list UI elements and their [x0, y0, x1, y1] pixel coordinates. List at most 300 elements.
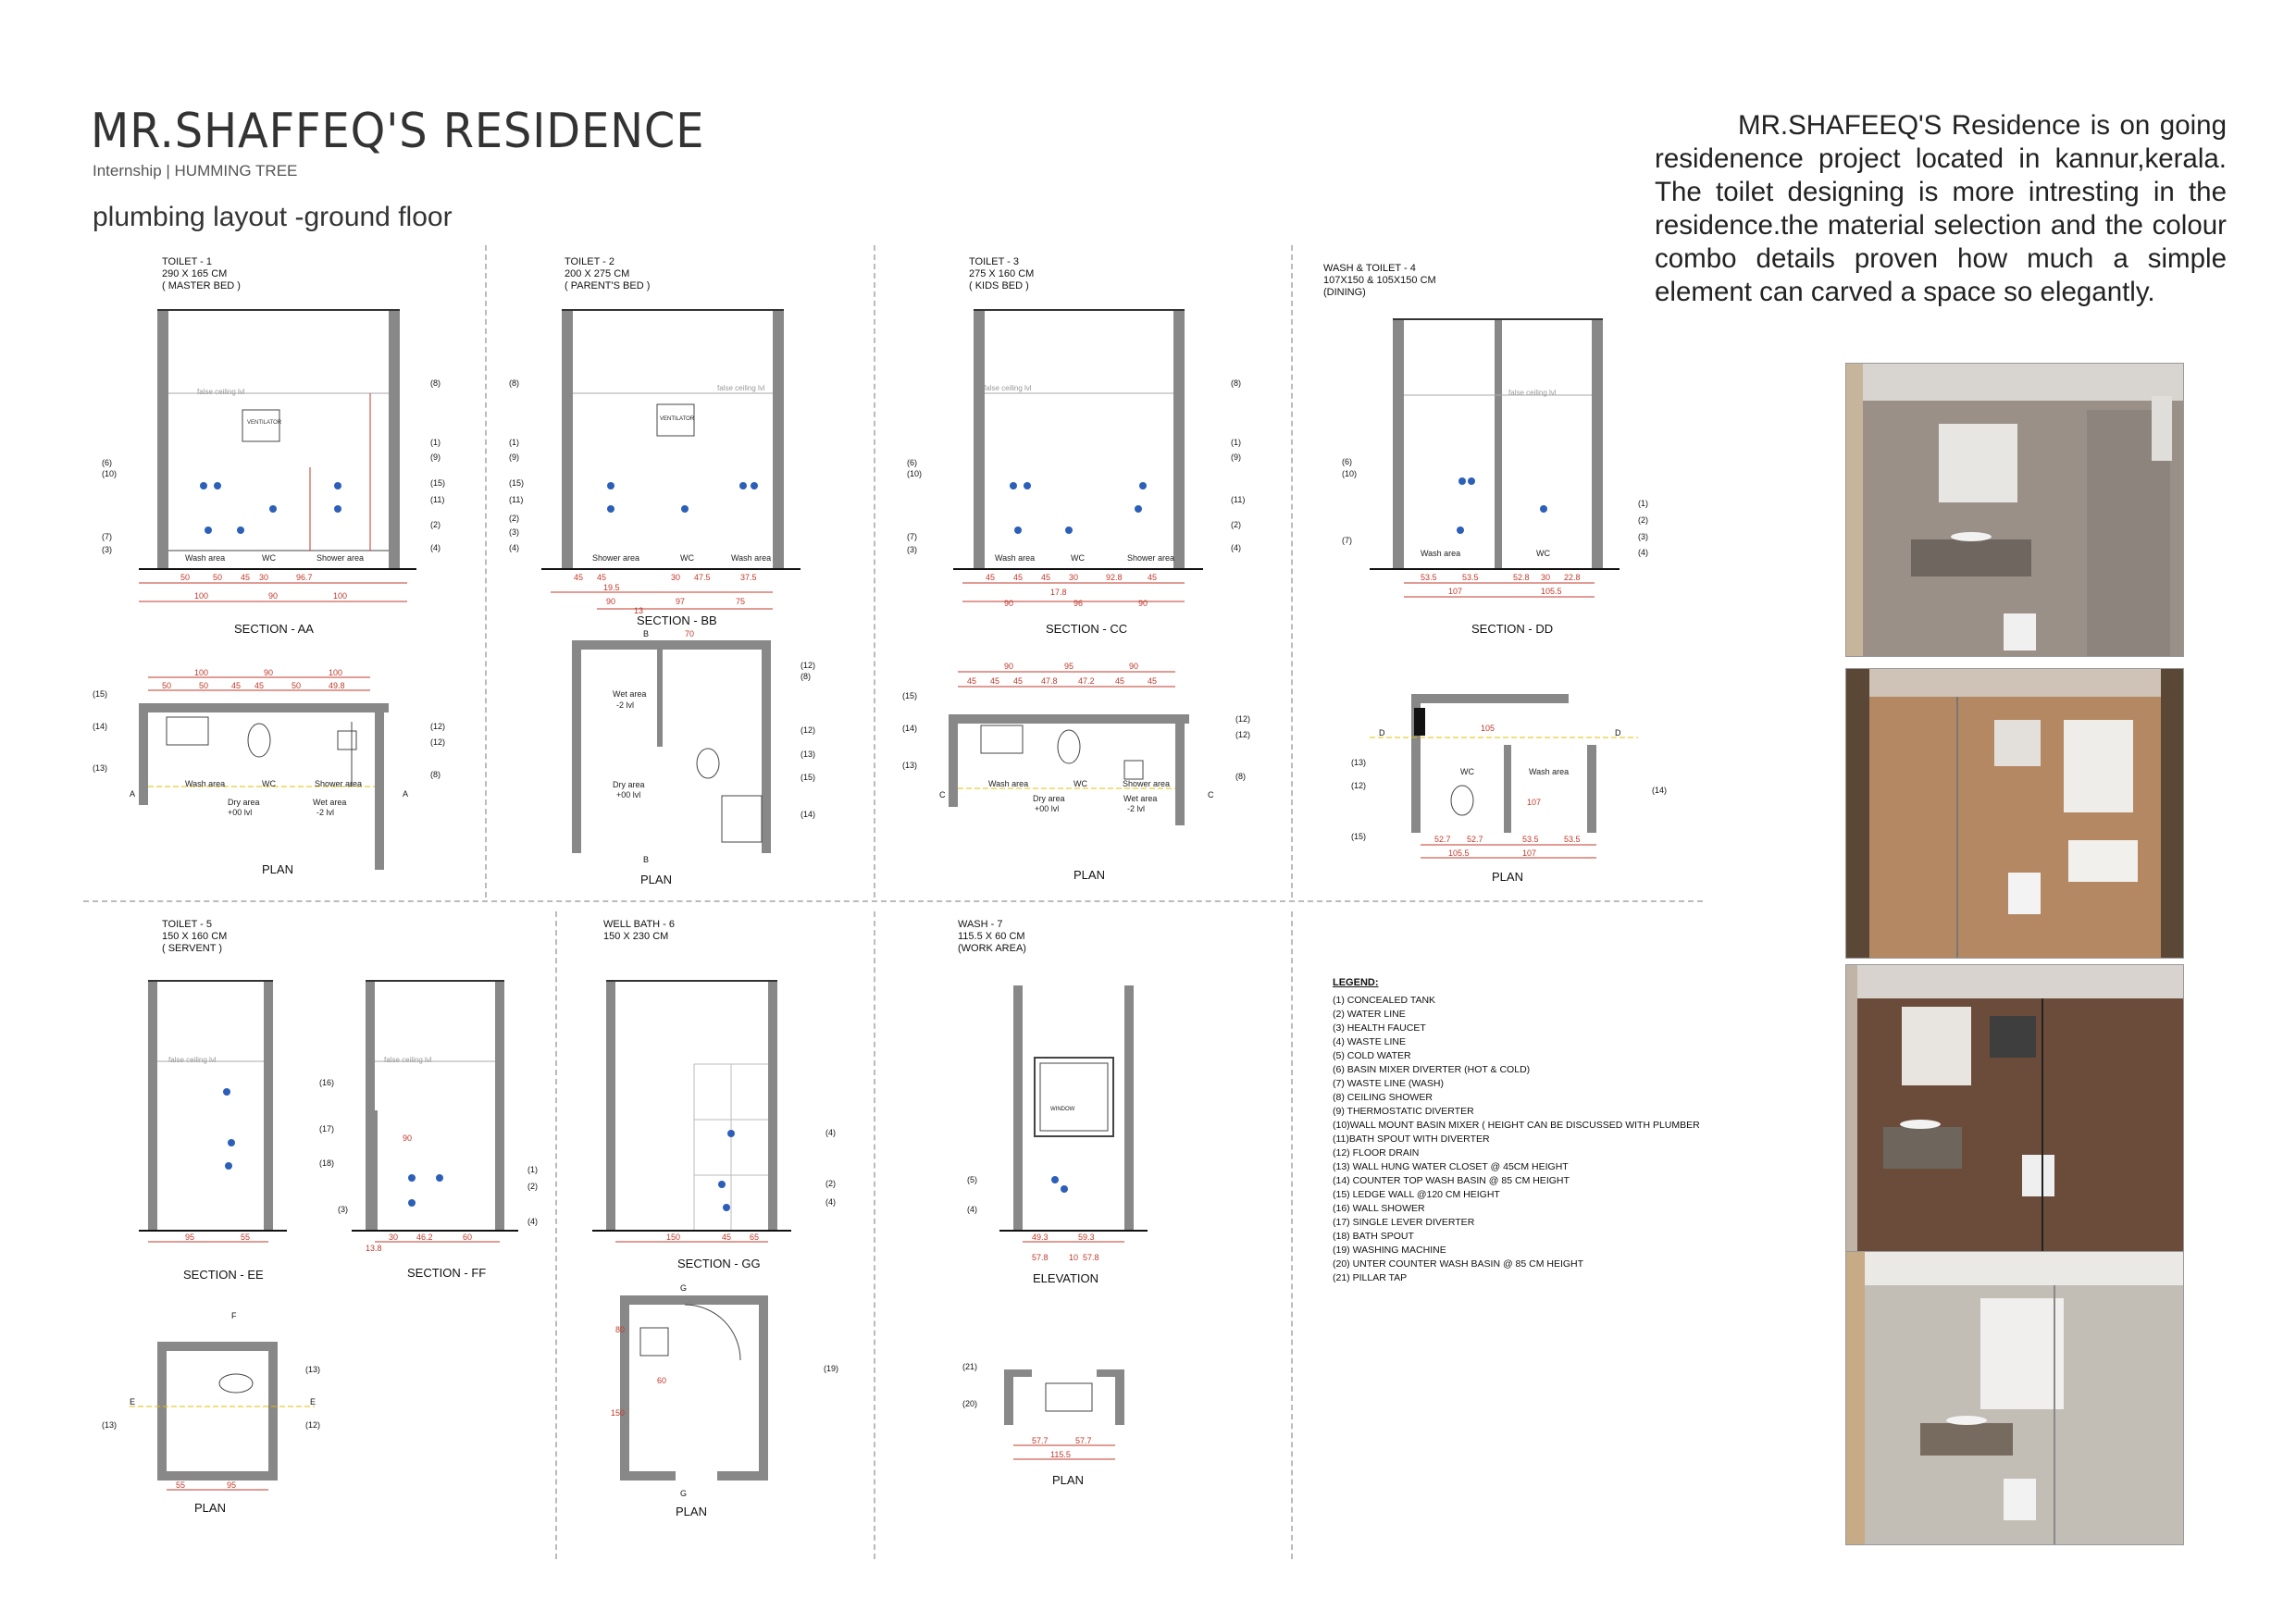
wet-level-label: -2 lvl — [316, 808, 335, 817]
render-image-1 — [1845, 363, 2184, 657]
dry-level-label: +00 lvl — [228, 808, 253, 817]
svg-text:59.3: 59.3 — [1078, 1233, 1095, 1242]
column-divider — [1291, 911, 1293, 1559]
wash-area-label: Wash area — [185, 553, 226, 563]
false-ceiling-note: false ceiling lvl — [1508, 389, 1557, 397]
svg-text:75: 75 — [736, 597, 746, 606]
wash-area-label: Wash area — [1421, 549, 1461, 558]
svg-text:(15): (15) — [509, 478, 525, 488]
svg-text:D: D — [1615, 728, 1621, 737]
project-description: MR.SHAFEEQ'S Residence is on going residenence project located in kannur,kerala. The toilet designing is more intresting in the residence.the material selection and the colour combo details proven how much a simple element can carved a space so elegantly. — [1655, 110, 2227, 307]
legend-item: (8) CEILING SHOWER — [1333, 1092, 1433, 1103]
toilet2-plan-drawing — [565, 629, 870, 879]
sheet-room: (WORK AREA) — [958, 943, 1026, 954]
svg-text:45: 45 — [1148, 573, 1158, 582]
svg-text:(9): (9) — [430, 452, 441, 462]
sheet-name: TOILET - 1 — [162, 256, 213, 267]
plan-caption: PLAN — [262, 862, 293, 876]
dry-level-label: +00 lvl — [1035, 804, 1060, 813]
legend-item: (12) FLOOR DRAIN — [1333, 1147, 1420, 1158]
layout-heading: plumbing layout -ground floor — [93, 202, 453, 232]
svg-text:45: 45 — [967, 676, 977, 686]
svg-text:45: 45 — [1041, 573, 1051, 582]
wet-area-label: Wet area — [313, 798, 347, 807]
svg-text:90: 90 — [1138, 599, 1148, 608]
toilet3-label — [969, 256, 1034, 292]
svg-text:(8): (8) — [1231, 378, 1241, 388]
wet-area-label: Wet area — [1123, 794, 1158, 803]
sheet-room: ( KIDS BED ) — [969, 280, 1029, 291]
toilet3-section-drawing — [907, 301, 1286, 634]
column-divider — [874, 911, 875, 1559]
svg-text:50: 50 — [213, 573, 223, 582]
svg-text:(6): (6) — [102, 458, 112, 467]
svg-text:(2): (2) — [1231, 520, 1241, 529]
svg-text:(10): (10) — [907, 469, 923, 478]
wash7-plan-drawing — [953, 1342, 1157, 1471]
svg-text:50: 50 — [292, 681, 302, 690]
svg-text:10: 10 — [1069, 1253, 1079, 1262]
svg-text:(3): (3) — [1638, 532, 1648, 541]
svg-text:(21): (21) — [962, 1362, 978, 1371]
svg-text:E: E — [310, 1397, 316, 1406]
svg-text:50: 50 — [180, 573, 191, 582]
sheet-room: ( MASTER BED ) — [162, 280, 241, 291]
plan-caption: PLAN — [1052, 1473, 1084, 1487]
legend-item: (14) COUNTER TOP WASH BASIN @ 85 CM HEIGHT — [1333, 1175, 1570, 1186]
svg-text:(12): (12) — [1235, 730, 1251, 739]
toilet5-section-ff-drawing — [333, 976, 565, 1263]
toilet5-label — [162, 919, 227, 955]
svg-text:(8): (8) — [509, 378, 519, 388]
svg-text:45: 45 — [241, 573, 251, 582]
svg-text:55: 55 — [241, 1233, 251, 1242]
sheet-room: ( SERVENT ) — [162, 943, 222, 954]
svg-text:150: 150 — [666, 1233, 681, 1242]
false-ceiling-note: false ceiling lvl — [168, 1056, 217, 1064]
svg-text:(12): (12) — [1351, 781, 1367, 790]
svg-text:57.7: 57.7 — [1032, 1436, 1049, 1445]
svg-text:100: 100 — [333, 591, 348, 601]
wash-area-label: Wash area — [731, 553, 772, 563]
svg-text:92.8: 92.8 — [1106, 573, 1123, 582]
svg-text:60: 60 — [657, 1376, 667, 1385]
svg-text:(14): (14) — [800, 810, 816, 819]
plan-caption: PLAN — [1074, 868, 1105, 882]
toilet1-plan-drawing — [93, 666, 463, 870]
svg-text:(4): (4) — [825, 1128, 836, 1137]
plan-caption: PLAN — [1492, 870, 1523, 884]
svg-text:(18): (18) — [319, 1158, 335, 1168]
wash-area-label: Wash area — [185, 779, 226, 788]
svg-text:(2): (2) — [1638, 515, 1648, 525]
svg-text:(3): (3) — [509, 527, 519, 537]
svg-text:(12): (12) — [1235, 714, 1251, 724]
svg-text:150: 150 — [611, 1408, 626, 1418]
wc-label: WC — [1536, 549, 1550, 558]
svg-text:A: A — [403, 789, 409, 799]
section-caption: SECTION - BB — [637, 613, 717, 627]
sheet-size: 107X150 & 105X150 CM — [1323, 275, 1436, 286]
legend-item: (19) WASHING MACHINE — [1333, 1245, 1446, 1256]
sheet-room: (DINING) — [1323, 287, 1366, 298]
svg-text:(15): (15) — [800, 773, 816, 782]
svg-text:45: 45 — [231, 681, 242, 690]
svg-text:45: 45 — [574, 573, 584, 582]
shower-area-label: Shower area — [1123, 779, 1171, 788]
elevation-caption: ELEVATION — [1033, 1271, 1099, 1285]
svg-text:(5): (5) — [967, 1175, 977, 1184]
svg-text:F: F — [231, 1311, 237, 1320]
window-label: WINDOW — [1050, 1107, 1075, 1112]
sheet-size: 200 X 275 CM — [565, 268, 630, 279]
svg-text:45: 45 — [722, 1233, 732, 1242]
column-divider — [874, 245, 875, 898]
svg-text:30: 30 — [1069, 573, 1079, 582]
svg-text:80: 80 — [615, 1325, 626, 1334]
svg-text:(8): (8) — [430, 378, 441, 388]
false-ceiling-note: false ceiling lvl — [984, 384, 1032, 392]
svg-text:53.5: 53.5 — [1462, 573, 1479, 582]
svg-text:B: B — [643, 629, 650, 638]
svg-text:(13): (13) — [902, 761, 918, 770]
svg-text:(2): (2) — [430, 520, 441, 529]
svg-text:57.7: 57.7 — [1075, 1436, 1092, 1445]
svg-text:47.8: 47.8 — [1041, 676, 1058, 686]
sheet-size: 150 X 160 CM — [162, 931, 228, 942]
wet-area-label: Wet area — [613, 689, 647, 699]
svg-text:(16): (16) — [319, 1078, 335, 1087]
sheet-size: 115.5 X 60 CM — [958, 931, 1025, 942]
svg-text:(1): (1) — [527, 1165, 538, 1174]
section-ee-caption: SECTION - EE — [183, 1268, 264, 1282]
svg-text:(13): (13) — [800, 750, 816, 759]
toilet2-label — [565, 256, 650, 292]
wash7-label — [958, 919, 1026, 955]
svg-text:G: G — [680, 1283, 688, 1293]
svg-text:90: 90 — [1129, 662, 1139, 671]
toilet4-plan-drawing — [1351, 689, 1684, 865]
svg-text:(2): (2) — [825, 1179, 836, 1188]
svg-text:E: E — [130, 1397, 136, 1406]
svg-text:(4): (4) — [825, 1197, 836, 1207]
svg-text:C: C — [1208, 790, 1214, 799]
svg-text:107: 107 — [1448, 587, 1463, 596]
svg-text:(4): (4) — [509, 543, 519, 552]
legend — [1333, 976, 1700, 1285]
svg-text:95: 95 — [227, 1481, 237, 1490]
svg-text:(14): (14) — [902, 724, 918, 733]
svg-text:(11): (11) — [1231, 495, 1246, 504]
sheet-name: TOILET - 3 — [969, 256, 1020, 267]
svg-text:(3): (3) — [102, 545, 112, 554]
svg-text:30: 30 — [259, 573, 269, 582]
svg-text:(11): (11) — [509, 495, 524, 504]
svg-text:(2): (2) — [509, 514, 519, 523]
toilet3-plan-drawing — [902, 659, 1272, 862]
sheet-name: TOILET - 2 — [565, 256, 615, 267]
svg-text:(14): (14) — [93, 722, 108, 731]
svg-text:47.5: 47.5 — [694, 573, 711, 582]
legend-item: (18) BATH SPOUT — [1333, 1231, 1414, 1242]
svg-text:D: D — [1379, 728, 1385, 737]
legend-item: (17) SINGLE LEVER DIVERTER — [1333, 1217, 1475, 1228]
wc-label: WC — [1460, 767, 1474, 776]
svg-text:45: 45 — [1013, 573, 1024, 582]
plan-caption: PLAN — [640, 873, 672, 886]
svg-text:(15): (15) — [430, 478, 446, 488]
sheet-name: WELL BATH - 6 — [603, 919, 676, 930]
render-image-3 — [1845, 964, 2184, 1255]
svg-text:(9): (9) — [1231, 452, 1241, 462]
legend-item: (20) UNTER COUNTER WASH BASIN @ 85 CM HEIGHT — [1333, 1258, 1584, 1270]
svg-text:55: 55 — [176, 1481, 186, 1490]
svg-text:(15): (15) — [93, 689, 108, 699]
false-ceiling-note: false ceiling lvl — [384, 1056, 432, 1064]
svg-text:(19): (19) — [824, 1364, 839, 1373]
svg-text:96.7: 96.7 — [296, 573, 313, 582]
svg-text:90: 90 — [1004, 599, 1014, 608]
svg-text:107: 107 — [1522, 849, 1537, 858]
svg-text:(12): (12) — [430, 737, 446, 747]
svg-text:45: 45 — [254, 681, 265, 690]
svg-text:(11): (11) — [430, 495, 445, 504]
legend-item: (6) BASIN MIXER DIVERTER (HOT & COLD) — [1333, 1064, 1531, 1075]
svg-text:100: 100 — [194, 591, 209, 601]
wet-level-label: -2 lvl — [616, 700, 635, 710]
page-subtitle: Internship | HUMMING TREE — [93, 162, 298, 180]
svg-text:(17): (17) — [319, 1124, 335, 1134]
svg-text:C: C — [939, 790, 946, 799]
svg-text:45: 45 — [1013, 676, 1024, 686]
svg-text:37.5: 37.5 — [740, 573, 757, 582]
svg-text:(4): (4) — [967, 1205, 977, 1214]
svg-text:(7): (7) — [102, 532, 112, 541]
svg-text:49.3: 49.3 — [1032, 1233, 1049, 1242]
svg-text:13.8: 13.8 — [366, 1244, 382, 1253]
section-caption: SECTION - AA — [234, 622, 314, 636]
dry-area-label: Dry area — [613, 780, 645, 789]
shower-area-label: Shower area — [592, 553, 640, 563]
svg-text:(2): (2) — [527, 1182, 538, 1191]
svg-text:30: 30 — [671, 573, 681, 582]
wc-label: WC — [1071, 553, 1085, 563]
render-image-4 — [1845, 1251, 2184, 1545]
legend-item: (13) WALL HUNG WATER CLOSET @ 45CM HEIGHT — [1333, 1161, 1569, 1172]
svg-text:95: 95 — [185, 1233, 195, 1242]
toilet5-plan-drawing — [93, 1305, 370, 1490]
svg-text:(4): (4) — [430, 543, 441, 552]
svg-text:(20): (20) — [962, 1399, 978, 1408]
ventilator-label: VENTILATOR — [247, 420, 282, 426]
svg-text:17.8: 17.8 — [1050, 588, 1067, 597]
svg-text:(10): (10) — [1342, 469, 1358, 478]
sheet-size: 290 X 165 CM — [162, 268, 228, 279]
plan-caption: PLAN — [194, 1501, 226, 1515]
wash-area-label: Wash area — [988, 779, 1029, 788]
legend-item: (4) WASTE LINE — [1333, 1036, 1406, 1047]
column-divider — [1291, 245, 1293, 898]
sheet-name: TOILET - 5 — [162, 919, 213, 930]
column-divider — [485, 245, 487, 898]
svg-text:30: 30 — [1541, 573, 1551, 582]
page-title: MR.SHAFFEQ'S RESIDENCE — [91, 104, 705, 159]
svg-text:45: 45 — [1115, 676, 1125, 686]
svg-text:B: B — [643, 855, 650, 864]
svg-text:(8): (8) — [800, 672, 811, 681]
svg-text:52.7: 52.7 — [1467, 835, 1483, 844]
section-ff-caption: SECTION - FF — [407, 1266, 487, 1280]
svg-text:(8): (8) — [430, 770, 441, 779]
wet-level-label: -2 lvl — [1127, 804, 1146, 813]
svg-text:(10): (10) — [102, 469, 118, 478]
legend-item: (3) HEALTH FAUCET — [1333, 1022, 1426, 1034]
svg-text:47.2: 47.2 — [1078, 676, 1095, 686]
wash7-elevation-drawing — [962, 976, 1185, 1262]
wc-label: WC — [1074, 779, 1087, 788]
svg-text:90: 90 — [403, 1134, 413, 1143]
svg-text:53.5: 53.5 — [1522, 835, 1539, 844]
shower-area-label: Shower area — [315, 779, 363, 788]
svg-text:G: G — [680, 1489, 688, 1498]
bath6-label — [603, 919, 675, 943]
plan-caption: PLAN — [676, 1505, 707, 1518]
svg-text:97: 97 — [676, 597, 686, 606]
legend-item: (9) THERMOSTATIC DIVERTER — [1333, 1106, 1474, 1117]
svg-text:45: 45 — [1148, 676, 1158, 686]
svg-text:(13): (13) — [305, 1365, 321, 1374]
svg-text:53.5: 53.5 — [1421, 573, 1437, 582]
dry-area-label: Dry area — [228, 798, 260, 807]
svg-text:(12): (12) — [430, 722, 446, 731]
legend-item: (10)WALL MOUNT BASIN MIXER ( HEIGHT CAN BE DISCUSSED WITH PLUMBER — [1333, 1120, 1700, 1131]
sheet-name: WASH - 7 — [958, 919, 1003, 930]
svg-text:(13): (13) — [102, 1420, 118, 1430]
svg-text:(14): (14) — [1652, 786, 1668, 795]
legend-item: (7) WASTE LINE (WASH) — [1333, 1078, 1444, 1089]
legend-item: (21) PILLAR TAP — [1333, 1272, 1408, 1283]
svg-text:A: A — [130, 789, 136, 799]
svg-text:52.8: 52.8 — [1513, 573, 1530, 582]
svg-text:70: 70 — [685, 629, 695, 638]
render-image-2 — [1845, 668, 2184, 959]
svg-text:(12): (12) — [305, 1420, 321, 1430]
svg-text:57.8: 57.8 — [1032, 1253, 1049, 1262]
svg-text:57.8: 57.8 — [1083, 1253, 1099, 1262]
legend-item: (5) COLD WATER — [1333, 1050, 1411, 1061]
toilet4-label — [1323, 263, 1436, 299]
legend-item: (15) LEDGE WALL @120 CM HEIGHT — [1333, 1189, 1500, 1200]
svg-text:30: 30 — [389, 1233, 399, 1242]
svg-text:(4): (4) — [1638, 548, 1648, 557]
svg-text:22.8: 22.8 — [1564, 573, 1581, 582]
svg-text:(7): (7) — [907, 532, 917, 541]
svg-text:(13): (13) — [1351, 758, 1367, 767]
svg-text:90: 90 — [264, 668, 274, 677]
svg-text:(4): (4) — [1231, 543, 1241, 552]
dry-area-label: Dry area — [1033, 794, 1065, 803]
svg-text:(12): (12) — [800, 661, 816, 670]
svg-text:90: 90 — [606, 597, 616, 606]
wash-area-label: Wash area — [1529, 767, 1570, 776]
wc-label: WC — [262, 779, 276, 788]
shower-area-label: Shower area — [1127, 553, 1175, 563]
svg-text:(15): (15) — [1351, 832, 1367, 841]
svg-text:(12): (12) — [800, 725, 816, 735]
legend-item: (2) WATER LINE — [1333, 1009, 1406, 1020]
toilet4-section-drawing — [1333, 310, 1666, 615]
toilet2-section-drawing — [504, 301, 865, 634]
svg-text:52.7: 52.7 — [1434, 835, 1451, 844]
sheet-room: ( PARENT'S BED ) — [565, 280, 651, 291]
svg-text:(1): (1) — [509, 438, 519, 447]
wc-label: WC — [680, 553, 694, 563]
svg-text:90: 90 — [1004, 662, 1014, 671]
svg-text:115.5: 115.5 — [1050, 1450, 1071, 1459]
false-ceiling-note: false ceiling lvl — [717, 384, 765, 392]
svg-text:105: 105 — [1481, 724, 1496, 733]
svg-text:(1): (1) — [1638, 499, 1648, 508]
wc-label: WC — [262, 553, 276, 563]
svg-text:(8): (8) — [1235, 772, 1246, 781]
svg-text:46.2: 46.2 — [416, 1233, 433, 1242]
svg-text:(3): (3) — [907, 545, 917, 554]
section-caption: SECTION - GG — [677, 1257, 761, 1270]
svg-text:13: 13 — [634, 606, 644, 615]
svg-text:(1): (1) — [430, 438, 441, 447]
svg-text:107: 107 — [1527, 798, 1542, 807]
svg-text:100: 100 — [329, 668, 343, 677]
toilet1-label — [162, 256, 241, 292]
svg-text:50: 50 — [199, 681, 209, 690]
svg-text:19.5: 19.5 — [603, 583, 620, 592]
legend-item: (11)BATH SPOUT WITH DIVERTER — [1333, 1134, 1490, 1145]
svg-text:49.8: 49.8 — [329, 681, 345, 690]
svg-text:(6): (6) — [907, 458, 917, 467]
bath6-plan-drawing — [592, 1277, 861, 1499]
legend-item: (16) WALL SHOWER — [1333, 1203, 1425, 1214]
svg-text:(7): (7) — [1342, 536, 1352, 545]
svg-text:90: 90 — [268, 591, 279, 601]
toilet1-section-drawing — [102, 301, 472, 634]
legend-title: LEGEND: — [1333, 977, 1379, 988]
svg-text:(15): (15) — [902, 691, 918, 700]
svg-text:105.5: 105.5 — [1448, 849, 1470, 858]
svg-text:(4): (4) — [527, 1217, 538, 1226]
bath6-section-drawing — [583, 976, 861, 1254]
svg-text:60: 60 — [463, 1233, 473, 1242]
sheet-size: 275 X 160 CM — [969, 268, 1035, 279]
sheet-size: 150 X 230 CM — [603, 931, 669, 942]
svg-text:96: 96 — [1074, 599, 1084, 608]
svg-text:(13): (13) — [93, 763, 108, 773]
svg-text:95: 95 — [1064, 662, 1074, 671]
svg-text:53.5: 53.5 — [1564, 835, 1581, 844]
section-caption: SECTION - DD — [1471, 622, 1554, 636]
svg-text:(9): (9) — [509, 452, 519, 462]
svg-text:(6): (6) — [1342, 457, 1352, 466]
svg-text:50: 50 — [162, 681, 172, 690]
svg-text:65: 65 — [750, 1233, 760, 1242]
dry-level-label: +00 lvl — [616, 790, 641, 799]
legend-item: (1) CONCEALED TANK — [1333, 995, 1436, 1006]
false-ceiling-note: false ceiling lvl — [197, 388, 245, 396]
shower-area-label: Shower area — [316, 553, 365, 563]
svg-text:45: 45 — [990, 676, 1000, 686]
ventilator-label: VENTILATOR — [660, 416, 695, 422]
svg-text:(1): (1) — [1231, 438, 1241, 447]
svg-text:(3): (3) — [338, 1205, 348, 1214]
